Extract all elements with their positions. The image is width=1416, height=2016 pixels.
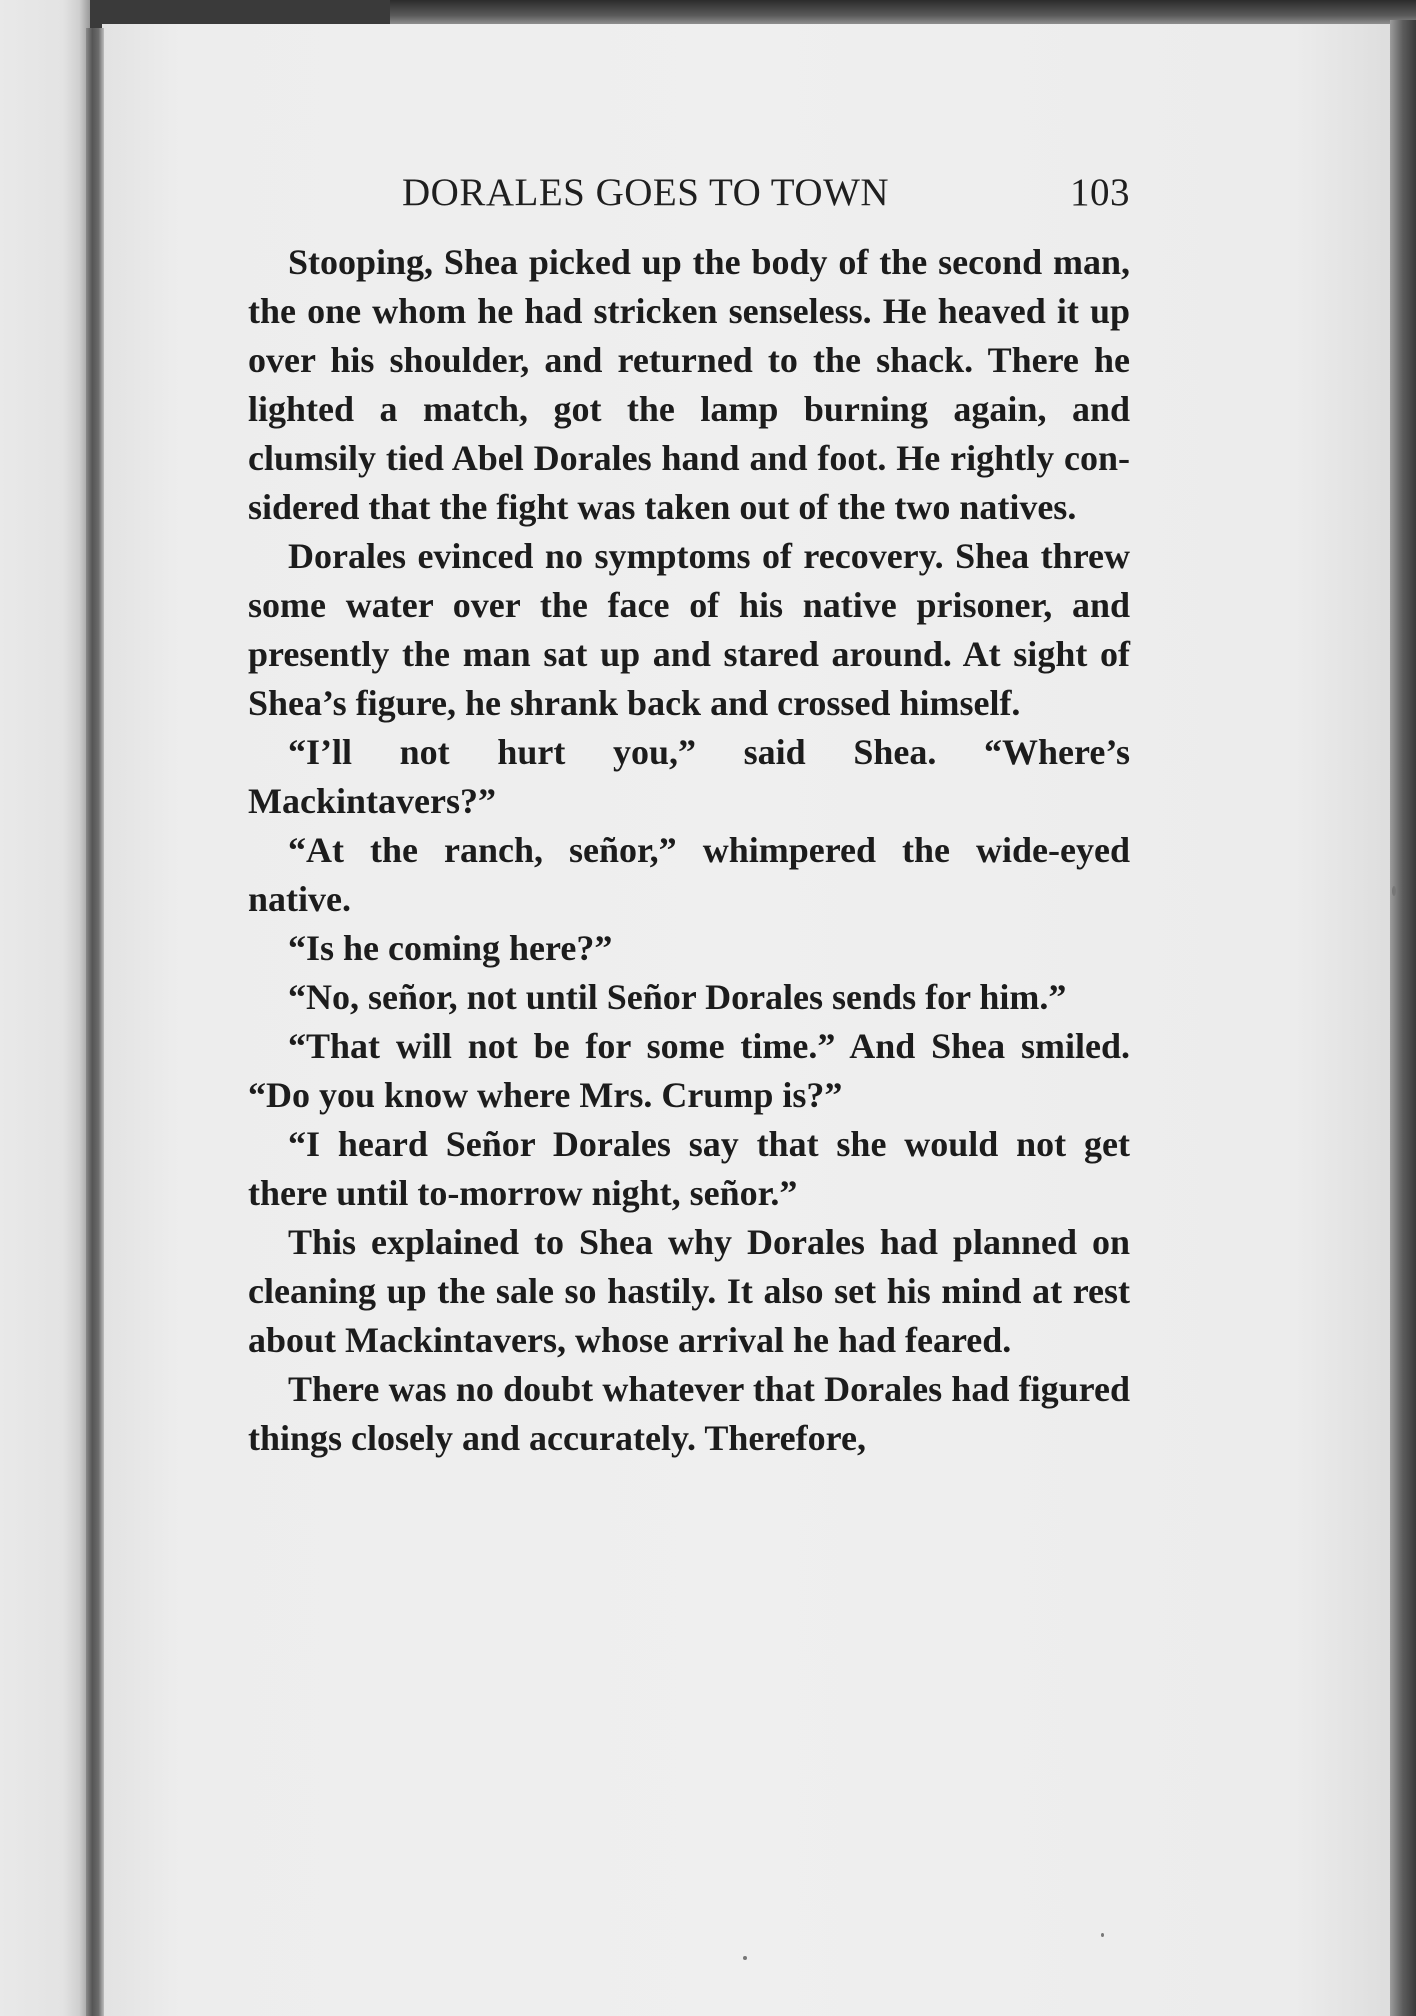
paragraph: Stooping, Shea picked up the body of the second man, the one whom he had stricken senseless. He heaved it up over his shoulder, and returned to the shack. There he lighted a match, got the lamp burning again, and clumsily tied Abel Dorales hand and foot. He rightly considered that the fight was taken out of the two natives. — [248, 242, 1130, 527]
book-fore-edge — [1390, 20, 1416, 2016]
paragraph: Dorales evinced no symptoms of recovery. Shea threw some water over the face of his native prisoner, and presently the man sat up and stared around. At sight of Shea’s figure, he shrank back and crossed himself. — [248, 536, 1130, 723]
paragraph: “I’ll not hurt you,” said Shea. “Where’s Mackintavers?” — [248, 732, 1130, 821]
paragraph: This explained to Shea why Dorales had planned on cleaning up the sale so hastily. It also set his mind at rest about Mackintavers, whose arrival he had feared. — [248, 1222, 1130, 1360]
running-title: DORALES GOES TO TOWN — [402, 171, 890, 214]
paragraph: “That will not be for some time.” And Shea smiled. “Do you know where Mrs. Crump is?” — [248, 1026, 1130, 1115]
paragraph: “Is he coming here?” — [288, 928, 613, 968]
paragraph: “I heard Señor Dorales say that she would not get there until to-morrow night, señor.” — [248, 1124, 1130, 1213]
paragraph: “No, señor, not until Señor Dorales sends for him.” — [288, 977, 1067, 1017]
page-number: 103 — [1070, 171, 1130, 214]
running-header — [248, 170, 1130, 220]
paragraph: There was no doubt whatever that Dorales had figured things closely and accurately. Therefore, — [248, 1369, 1130, 1458]
book-top-edge — [390, 0, 1416, 26]
paper-speck — [1392, 886, 1396, 896]
body-text — [248, 238, 1130, 1463]
paper-speck — [743, 1956, 747, 1960]
paper-speck — [1101, 1933, 1104, 1937]
paragraph: “At the ranch, señor,” whimpered the wide-eyed native. — [248, 830, 1130, 919]
facing-page-edge — [0, 0, 90, 2016]
book-gutter — [86, 28, 104, 2016]
